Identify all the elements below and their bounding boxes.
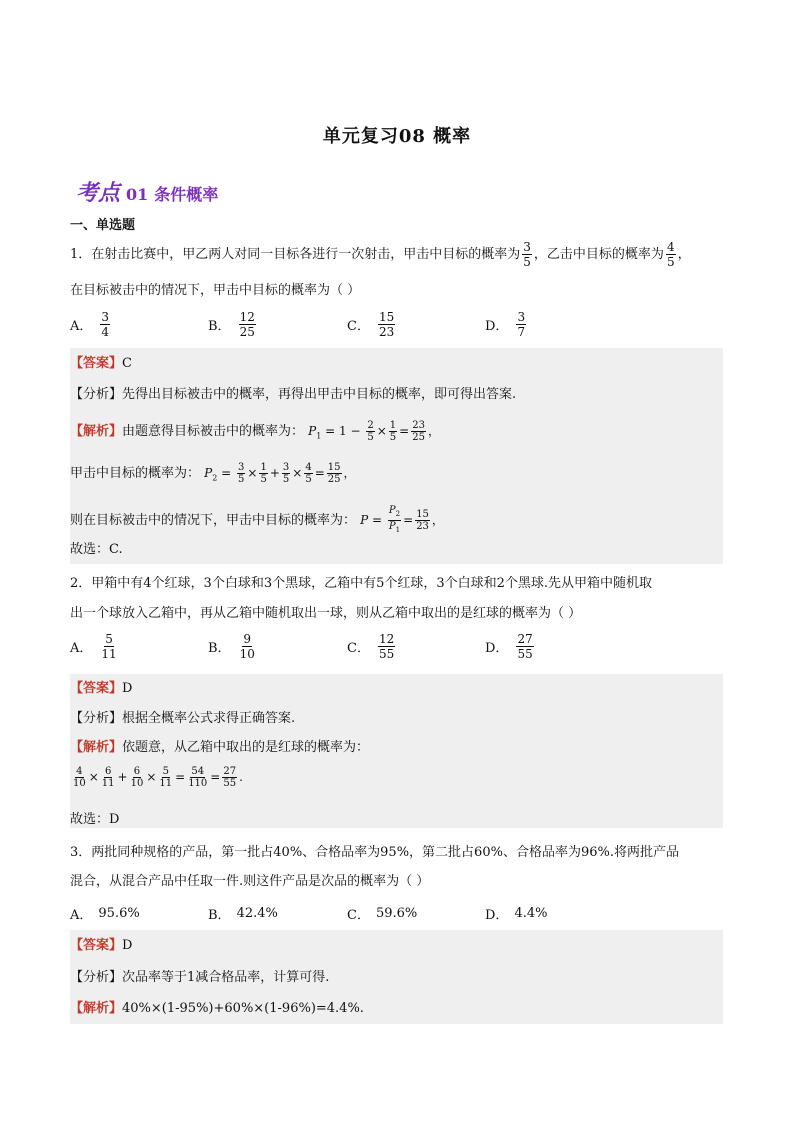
- q3-option-d[interactable]: [485, 904, 547, 923]
- option-fraction: [378, 310, 395, 339]
- option-text: 42.4%: [236, 906, 278, 921]
- frac-numerator: 4: [666, 240, 675, 254]
- option-label: B．: [208, 641, 231, 656]
- answer-tag: 【答案】: [70, 681, 123, 696]
- q2-answer: [70, 679, 132, 699]
- analysis-tag: 【分析】: [70, 970, 123, 985]
- frac-numerator: 12: [239, 310, 255, 324]
- option-label: C．: [347, 319, 370, 334]
- q3-option-b[interactable]: [208, 904, 278, 923]
- frac-denominator: 23: [378, 325, 395, 339]
- answer-tag: 【答案】: [70, 356, 123, 371]
- kaodian-number: 01: [126, 185, 149, 204]
- q1-answer: [70, 354, 132, 374]
- q2-formula: $\frac{4}{10}$ × $\frac{6}{11}$ + $\frac{6}{10}$ × $\frac{5}{11}$ = $\frac{54}{110}$ = $\frac{27}{55}$ .: [73, 766, 243, 789]
- q1-stem-line2: 在目标被击中的情况下，甲击中目标的概率为（ ）: [70, 283, 361, 298]
- solution-text: 40%×(1-95%)+60%×(1-96%)=4.4%.: [122, 1001, 364, 1016]
- q3-analysis: [70, 968, 329, 988]
- analysis-tag: 【分析】: [70, 387, 123, 402]
- page-title: 单元复习08 概率: [322, 126, 472, 147]
- analysis-text: 先得出目标被击中的概率，再得出甲击中目标的概率，即可得出答案.: [122, 387, 517, 402]
- option-label: D．: [485, 908, 509, 923]
- q1-stem-text-a: 1．在射击比赛中，甲乙两人对同一目标各进行一次射击，甲击中目标的概率为: [70, 247, 521, 262]
- q1-option-b[interactable]: [208, 310, 258, 339]
- q2-option-c[interactable]: [347, 632, 397, 661]
- q3-option-a[interactable]: [70, 904, 140, 923]
- option-label: A．: [70, 319, 93, 334]
- frac-denominator: 25: [239, 325, 255, 339]
- solution-tag: 【解析】: [70, 424, 123, 439]
- solution-tag: 【解析】: [70, 740, 123, 755]
- q1-stem-line1: [70, 240, 691, 269]
- solution-text: 甲击中目标的概率为：: [70, 466, 201, 481]
- option-label: B．: [208, 908, 231, 923]
- option-fraction: [239, 310, 256, 339]
- q1-fraction-b: [666, 240, 676, 269]
- option-label: D．: [485, 319, 509, 334]
- frac-denominator: 55: [378, 647, 395, 661]
- kaodian-heading: [76, 176, 218, 207]
- frac-numerator: 15: [378, 310, 395, 324]
- q2-stem-line2: 出一个球放入乙箱中，再从乙箱中随机取出一球，则从乙箱中取出的是红球的概率为（ ）: [70, 606, 582, 621]
- option-label: C．: [347, 908, 370, 923]
- frac-denominator: 55: [517, 647, 533, 661]
- option-fraction: [378, 632, 395, 661]
- q1-analysis: [70, 385, 516, 405]
- q1-solution-line4: 故选：C.: [70, 542, 123, 557]
- option-text: 59.6%: [375, 906, 418, 921]
- option-fraction: [516, 632, 533, 661]
- frac-denominator: 10: [239, 647, 255, 661]
- analysis-text: 次品率等于1减合格品率，计算可得.: [122, 970, 330, 985]
- option-label: B．: [208, 319, 231, 334]
- q3-answer: [70, 936, 132, 956]
- solution-text: 依题意，从乙箱中取出的是红球的概率为：: [122, 740, 370, 755]
- q1-solution-line3: [70, 505, 444, 536]
- q1-fraction-a: [522, 240, 532, 269]
- q1-formula-p2: $P_2$ = $\frac{3}{5}$ × $\frac{1}{5}$ + $\frac{3}{5}$ × $\frac{4}{5}$ = $\frac{15}{25}$ ，: [204, 462, 356, 485]
- frac-denominator: 5: [666, 255, 675, 269]
- frac-numerator: 3: [101, 310, 110, 324]
- option-label: A．: [70, 641, 93, 656]
- option-fraction: [100, 632, 117, 661]
- option-fraction: [239, 632, 256, 661]
- q3-stem-line1: 3．两批同种规格的产品，第一批占40%、合格品率为95%，第二批占60%、合格品率为96%.将两批产品: [70, 845, 679, 860]
- frac-denominator: 11: [101, 647, 117, 661]
- answer-tag: 【答案】: [70, 938, 123, 953]
- analysis-text: 根据全概率公式求得正确答案.: [122, 711, 296, 726]
- q1-stem-text-c: ，: [677, 247, 691, 262]
- option-label: D．: [485, 641, 509, 656]
- answer-value: C: [122, 356, 132, 371]
- q1-option-a[interactable]: [70, 310, 112, 339]
- frac-denominator: 5: [523, 255, 531, 269]
- q2-analysis: [70, 709, 295, 729]
- option-label: C．: [347, 641, 370, 656]
- q2-stem-line1: 2．甲箱中有4个红球，3个白球和3个黑球，乙箱中有5个红球，3个白球和2个黑球.先从甲箱中随机取: [70, 576, 653, 591]
- frac-denominator: 4: [101, 325, 110, 339]
- analysis-tag: 【分析】: [70, 711, 123, 726]
- option-text: 4.4%: [514, 906, 548, 921]
- q1-formula-p: P = $\frac{P_2}{P_1}$ = $\frac{15}{23}$ ，: [360, 505, 444, 534]
- option-fraction: [100, 310, 110, 339]
- q3-option-c[interactable]: [347, 904, 417, 923]
- q1-stem-text-b: ，乙击中目标的概率为: [533, 247, 664, 262]
- frac-numerator: 9: [243, 632, 252, 646]
- solution-text: 由题意得目标被击中的概率为：: [122, 424, 305, 439]
- frac-numerator: 3: [517, 310, 526, 324]
- solution-text: 则在目标被击中的情况下，甲击中目标的概率为：: [70, 513, 357, 528]
- answer-value: D: [122, 681, 133, 696]
- q3-solution: [70, 999, 364, 1019]
- option-fraction: [516, 310, 526, 339]
- frac-numerator: 3: [523, 240, 531, 254]
- option-label: A．: [70, 908, 93, 923]
- q2-option-a[interactable]: [70, 632, 120, 661]
- kaodian-topic: 条件概率: [154, 185, 219, 204]
- frac-denominator: 7: [517, 325, 526, 339]
- q2-solution-line1: [70, 738, 369, 758]
- q1-option-d[interactable]: [485, 310, 528, 339]
- q1-solution-line1: [70, 420, 440, 446]
- frac-numerator: 5: [105, 632, 113, 646]
- section-heading: 一、单选题: [70, 218, 136, 233]
- option-text: 95.6%: [98, 906, 140, 921]
- q1-option-c[interactable]: [347, 310, 397, 339]
- q3-stem-line2: 混合，从混合产品中任取一件.则这件产品是次品的概率为（ ）: [70, 874, 430, 889]
- solution-tag: 【解析】: [70, 1001, 123, 1016]
- q2-solution-end: 故选：D: [70, 812, 120, 827]
- q1-formula-p1: $P_1 = 1$ − $\frac{2}{5}$ × $\frac{1}{5}$ = $\frac{23}{25}$ ，: [308, 420, 440, 443]
- frac-numerator: 12: [378, 632, 395, 646]
- q1-solution-line2: [70, 462, 356, 488]
- q2-option-b[interactable]: [208, 632, 258, 661]
- kaodian-label: 考点: [76, 181, 121, 206]
- q2-option-d[interactable]: [485, 632, 536, 661]
- answer-value: D: [122, 938, 133, 953]
- frac-numerator: 27: [517, 632, 533, 646]
